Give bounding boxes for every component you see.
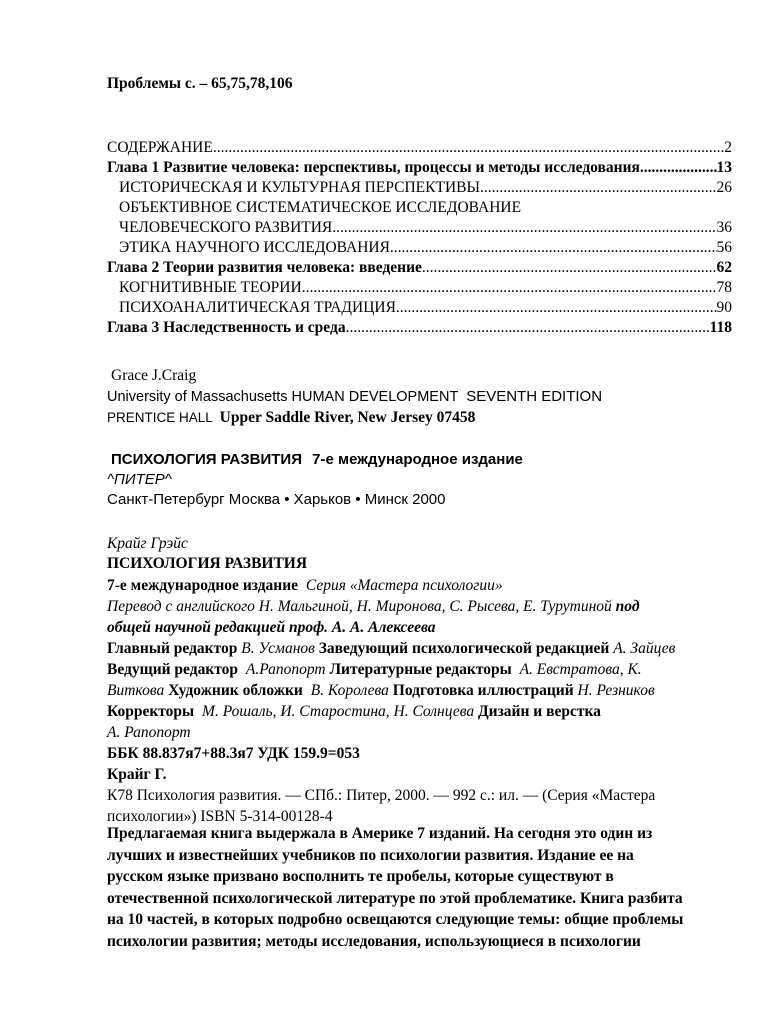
- credits-editorship: общей научной редакцией проф. А. А. Алексеева: [107, 619, 436, 636]
- toc-entry-ethics[interactable]: ЭТИКА НАУЧНОГО ИССЛЕДОВАНИЯ ..... 56: [107, 238, 732, 258]
- toc-entry-objective-line1[interactable]: ОБЪЕКТИВНОЕ СИСТЕМАТИЧЕСКОЕ ИССЛЕДОВАНИЕ: [119, 199, 522, 216]
- k78-line-1: К78 Психология развития. — СПб.: Питер, 2000. — 992 с.: ил. — (Серия «Мастера: [107, 787, 656, 804]
- toc-entry-psychoanalytic[interactable]: ПСИХОАНАЛИТИЧЕСКАЯ ТРАДИЦИЯ ..... 90: [107, 298, 732, 318]
- description-line: психологии развития; методы исследования, использующиеся в психологии: [107, 932, 641, 950]
- description-line: лучших и известнейших учебников по психологии развития. Издание ее на: [107, 846, 634, 864]
- description-line: на 10 частей, в которых подробно освещаются следующие темы: общие проблемы: [107, 911, 684, 928]
- toc-entry-contents[interactable]: СОДЕРЖАНИЕ ..... 2: [107, 138, 732, 158]
- author-index: Крайг Г.: [107, 766, 167, 783]
- problems-line: Проблемы с. – 65,75,78,106: [107, 75, 293, 92]
- toc-entry-chapter-2[interactable]: Глава 2 Теории развития человека: введение ..... 62: [107, 258, 732, 278]
- credits-lead-line: Ведущий редактор А.Рапопорт Литературные редакторы А. Евстратова, К.: [107, 661, 642, 678]
- bbk-line: ББК 88.837я7+88.3я7 УДК 159.9=053: [107, 745, 360, 762]
- toc-entry-cognitive[interactable]: КОГНИТИВНЫЕ ТЕОРИИ ..... 78: [107, 278, 732, 298]
- k78-line-2: психологии») ISBN 5-314-00128-4: [107, 808, 333, 825]
- credits-author: Крайг Грэйс: [107, 535, 188, 552]
- toc-entry-chapter-1[interactable]: Глава 1 Развитие человека: перспективы, процессы и методы исследования ..... 13: [107, 158, 732, 178]
- table-of-contents: [107, 138, 732, 338]
- credits-translation-line: Перевод с английского Н. Мальгиной, Н. Миронова, С. Рысева, Е. Турутиной под: [107, 598, 640, 615]
- english-publisher-line: PRENTICE HALL Upper Saddle River, New Jersey 07458: [107, 409, 476, 426]
- description-paragraph: [107, 823, 732, 952]
- russian-title-line: ПСИХОЛОГИЯ РАЗВИТИЯ 7-е международное издание: [111, 451, 523, 468]
- description-line: Предлагаемая книга выдержала в Америке 7 изданий. На сегодня это один из: [107, 825, 653, 842]
- russian-publisher: ^ПИТЕР^: [107, 471, 172, 488]
- english-author: Grace J.Craig: [111, 367, 197, 384]
- credits-editors-line: Главный редактор В. Усманов Заведующий психологической редакцией А. Зайцев: [107, 640, 676, 657]
- russian-cities: Санкт-Петербург Москва • Харьков • Минск 2000: [107, 491, 446, 508]
- toc-entry-historical[interactable]: ИСТОРИЧЕСКАЯ И КУЛЬТУРНАЯ ПЕРСПЕКТИВЫ ..... 26: [107, 178, 732, 198]
- credits-design: А. Рапопорт: [107, 724, 191, 741]
- credits-title: ПСИХОЛОГИЯ РАЗВИТИЯ: [107, 555, 308, 572]
- toc-entry-chapter-3[interactable]: Глава 3 Наследственность и среда ..... 118: [107, 318, 732, 338]
- credits-proof-line: Корректоры М. Рошаль, И. Старостина, Н. Солнцева Дизайн и верстка: [107, 703, 601, 720]
- english-imprint-line: University of Massachusetts HUMAN DEVELOPMENT SEVENTH EDITION: [107, 388, 603, 405]
- toc-entry-objective[interactable]: ЧЕЛОВЕЧЕСКОГО РАЗВИТИЯ ..... 36: [107, 218, 732, 238]
- credits-cover-line: Виткова Художник обложки В. Королева Подготовка иллюстраций Н. Резников: [107, 682, 655, 699]
- description-line: отечественной психологической литературе по этой проблематике. Книга разбита: [107, 889, 683, 907]
- credits-edition-line: 7-е международное издание Серия «Мастера психологии»: [107, 577, 503, 594]
- description-line: русском языке призвано восполнить те пробелы, которые существуют в: [107, 868, 614, 885]
